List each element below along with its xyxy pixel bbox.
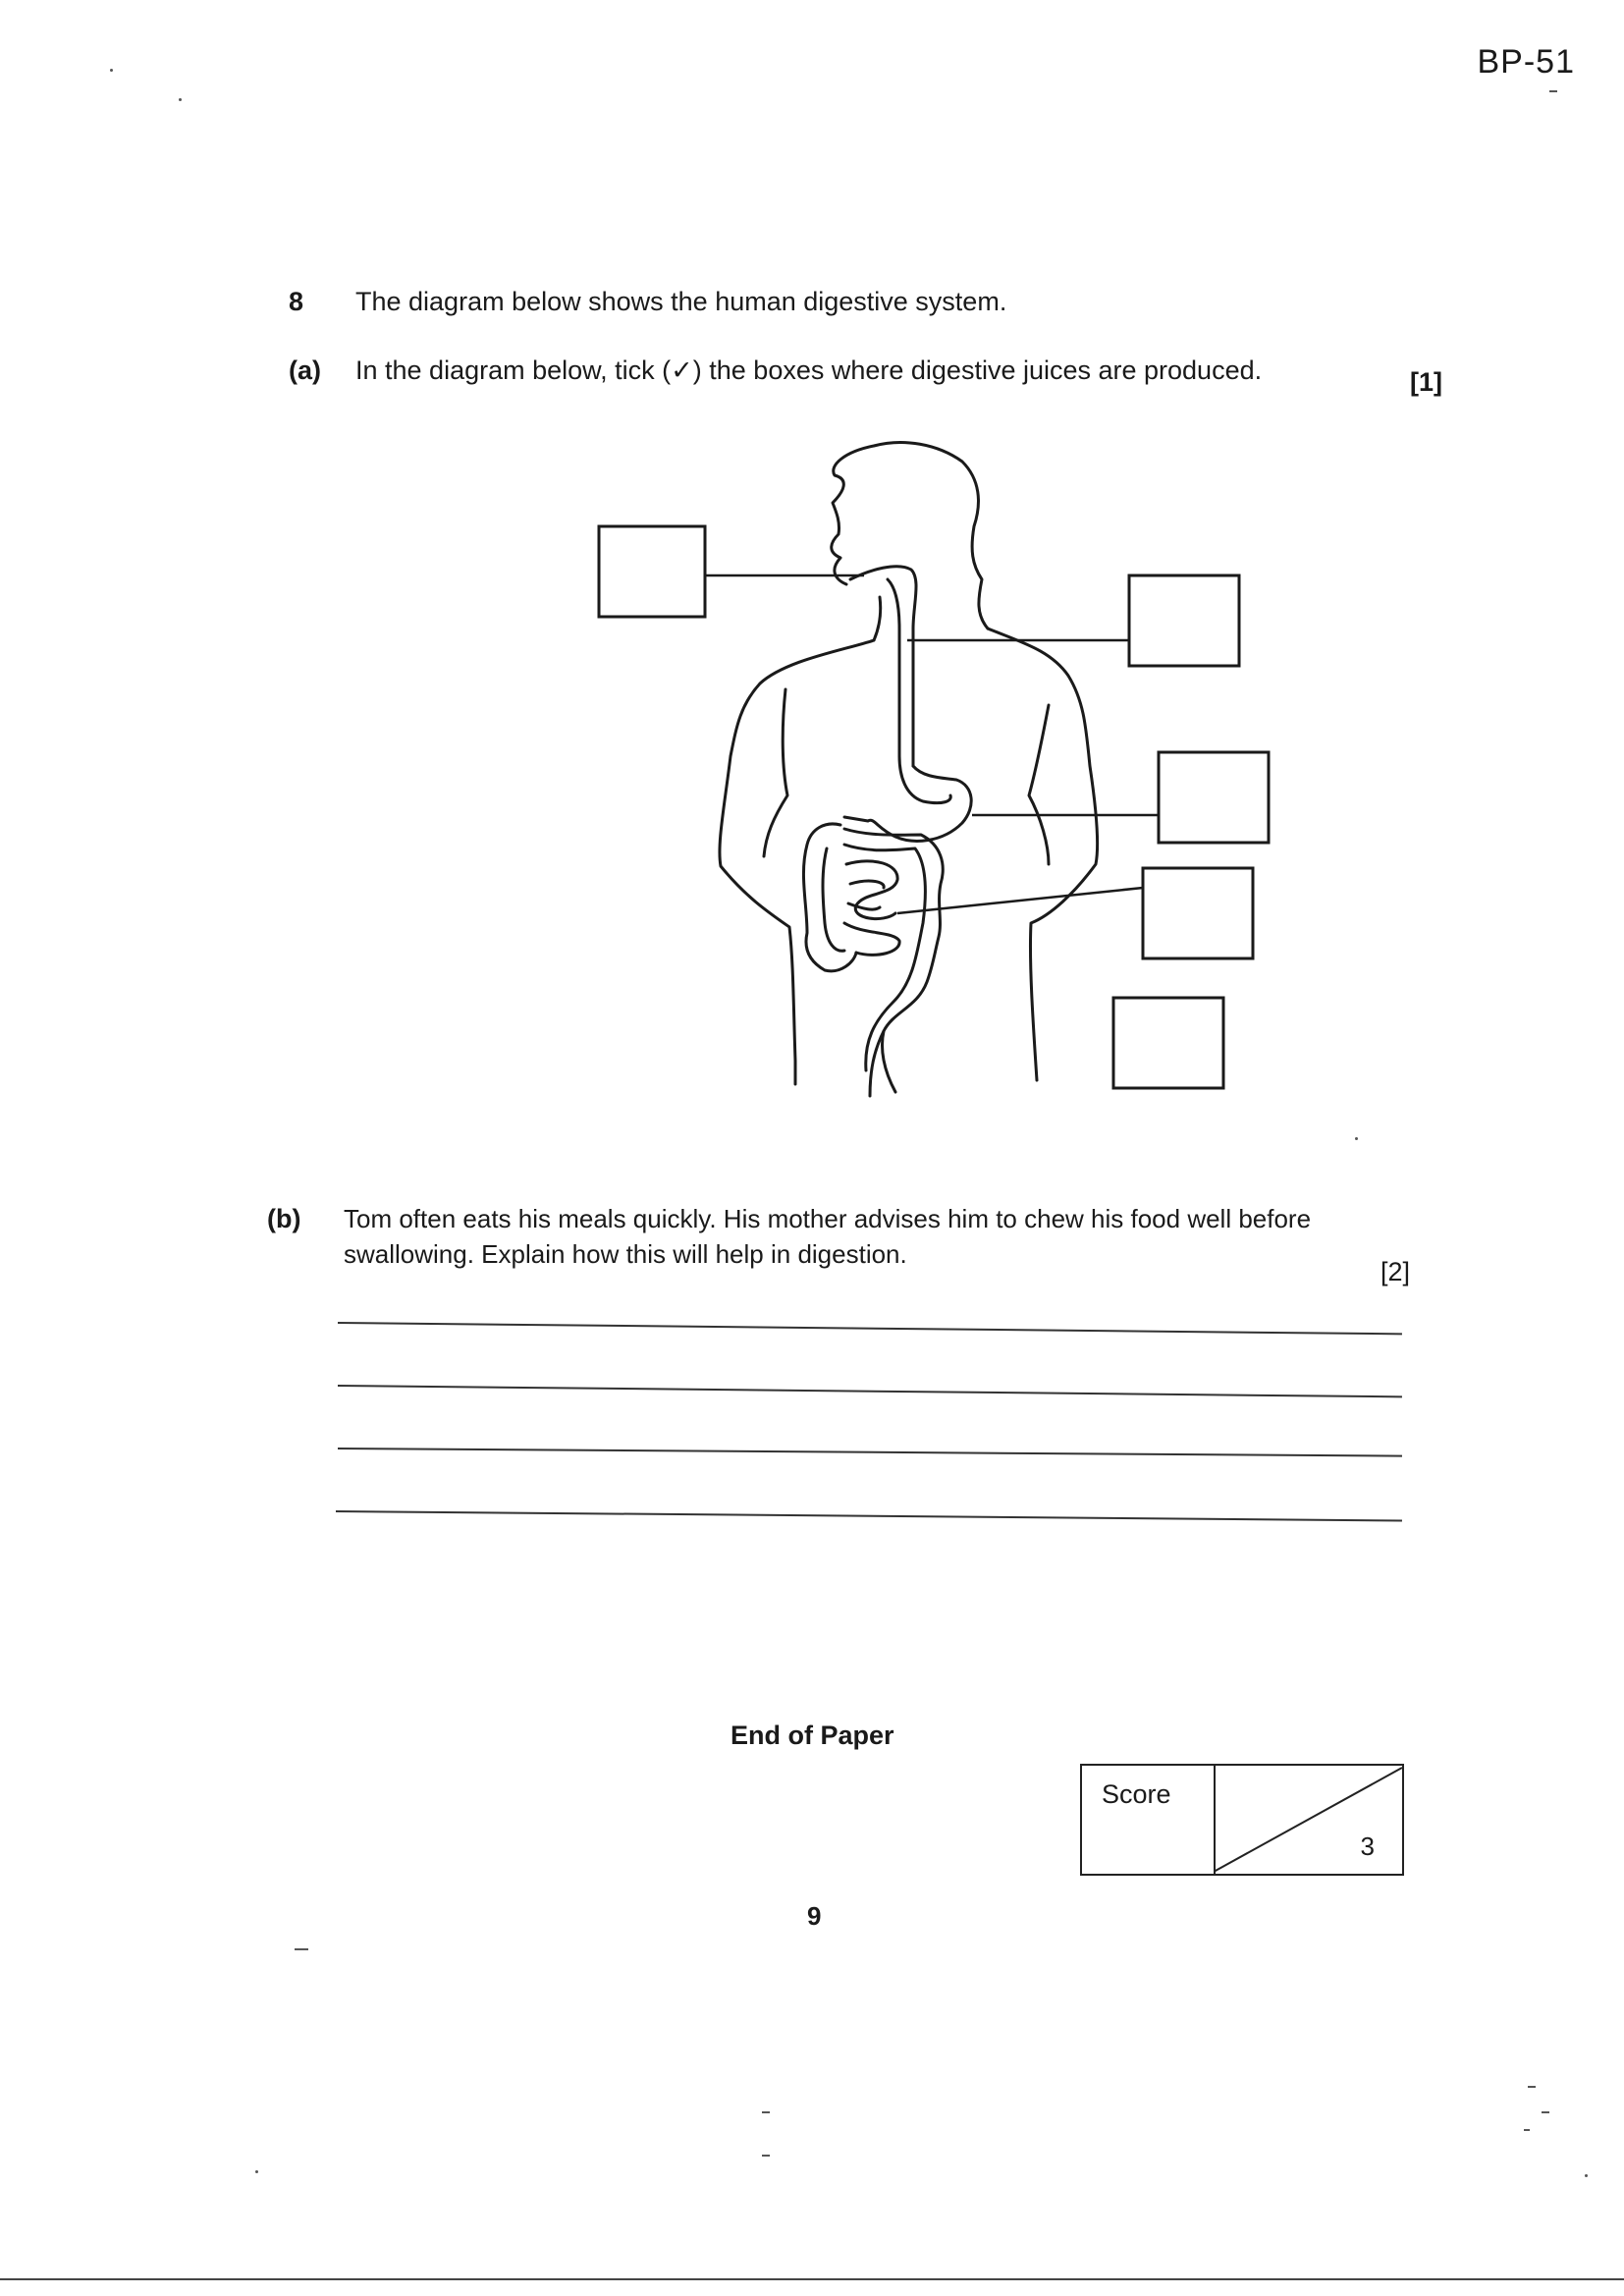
answer-line[interactable] — [338, 1448, 1402, 1457]
left-arm-inner — [764, 689, 787, 856]
part-b-label: (b) — [267, 1204, 301, 1233]
scan-speck — [1355, 1137, 1358, 1140]
pointer-line-small-intestine — [897, 888, 1143, 913]
scan-speck — [1524, 2129, 1530, 2131]
tick-box-stomach — [1159, 752, 1269, 843]
large-intestine-inner — [823, 845, 925, 1070]
tick-box-small-intestine — [1143, 868, 1253, 958]
end-of-paper: End of Paper — [731, 1721, 894, 1750]
esophagus-inner — [888, 579, 899, 756]
right-arm-inner — [1029, 705, 1049, 864]
scan-speck — [110, 69, 113, 72]
part-a-marks: [1] — [1410, 367, 1442, 397]
part-b-marks: [2] — [1380, 1257, 1411, 1286]
body-outline-head — [832, 443, 988, 629]
scan-speck — [762, 2111, 770, 2113]
page-number: 9 — [807, 1901, 822, 1931]
body-outline-right — [988, 629, 1098, 1080]
scan-speck — [1585, 2174, 1588, 2177]
score-max: 3 — [1360, 1831, 1375, 1861]
scan-speck — [762, 2155, 770, 2157]
question-stem: The diagram below shows the human digestive system. — [355, 287, 1007, 316]
small-intestine — [844, 861, 899, 955]
tick-box-large-intestine — [1113, 998, 1223, 1088]
part-a-text: In the diagram below, tick (✓) the boxes where digestive juices are produced. — [355, 355, 1263, 385]
body-outline-neck — [874, 597, 881, 640]
score-box — [1080, 1764, 1404, 1876]
answer-line[interactable] — [338, 1322, 1402, 1335]
part-b-text-line2: swallowing. Explain how this will help in digestion. — [344, 1239, 907, 1269]
scan-speck — [1528, 2086, 1536, 2088]
answer-line[interactable] — [336, 1510, 1402, 1521]
score-label: Score — [1102, 1779, 1171, 1809]
part-b-text-line1: Tom often eats his meals quickly. His mother advises him to chew his food well before — [344, 1204, 1312, 1233]
page-code: BP-51 — [1477, 43, 1575, 81]
tick-box-oesophagus — [1129, 575, 1239, 666]
tick-box-mouth — [599, 526, 705, 617]
stomach — [844, 766, 971, 841]
score-diagonal — [1214, 1766, 1404, 1874]
question-number: 8 — [289, 287, 304, 316]
part-a-label: (a) — [289, 355, 321, 385]
footer-rule — [0, 2278, 1624, 2280]
scan-speck — [1549, 90, 1557, 92]
scan-speck — [179, 98, 182, 101]
scan-speck — [295, 1948, 308, 1950]
scan-speck — [255, 2170, 258, 2173]
answer-line[interactable] — [338, 1385, 1402, 1397]
digestive-system-diagram — [550, 432, 1316, 1120]
esophagus — [850, 567, 916, 766]
scan-speck — [1542, 2111, 1549, 2113]
